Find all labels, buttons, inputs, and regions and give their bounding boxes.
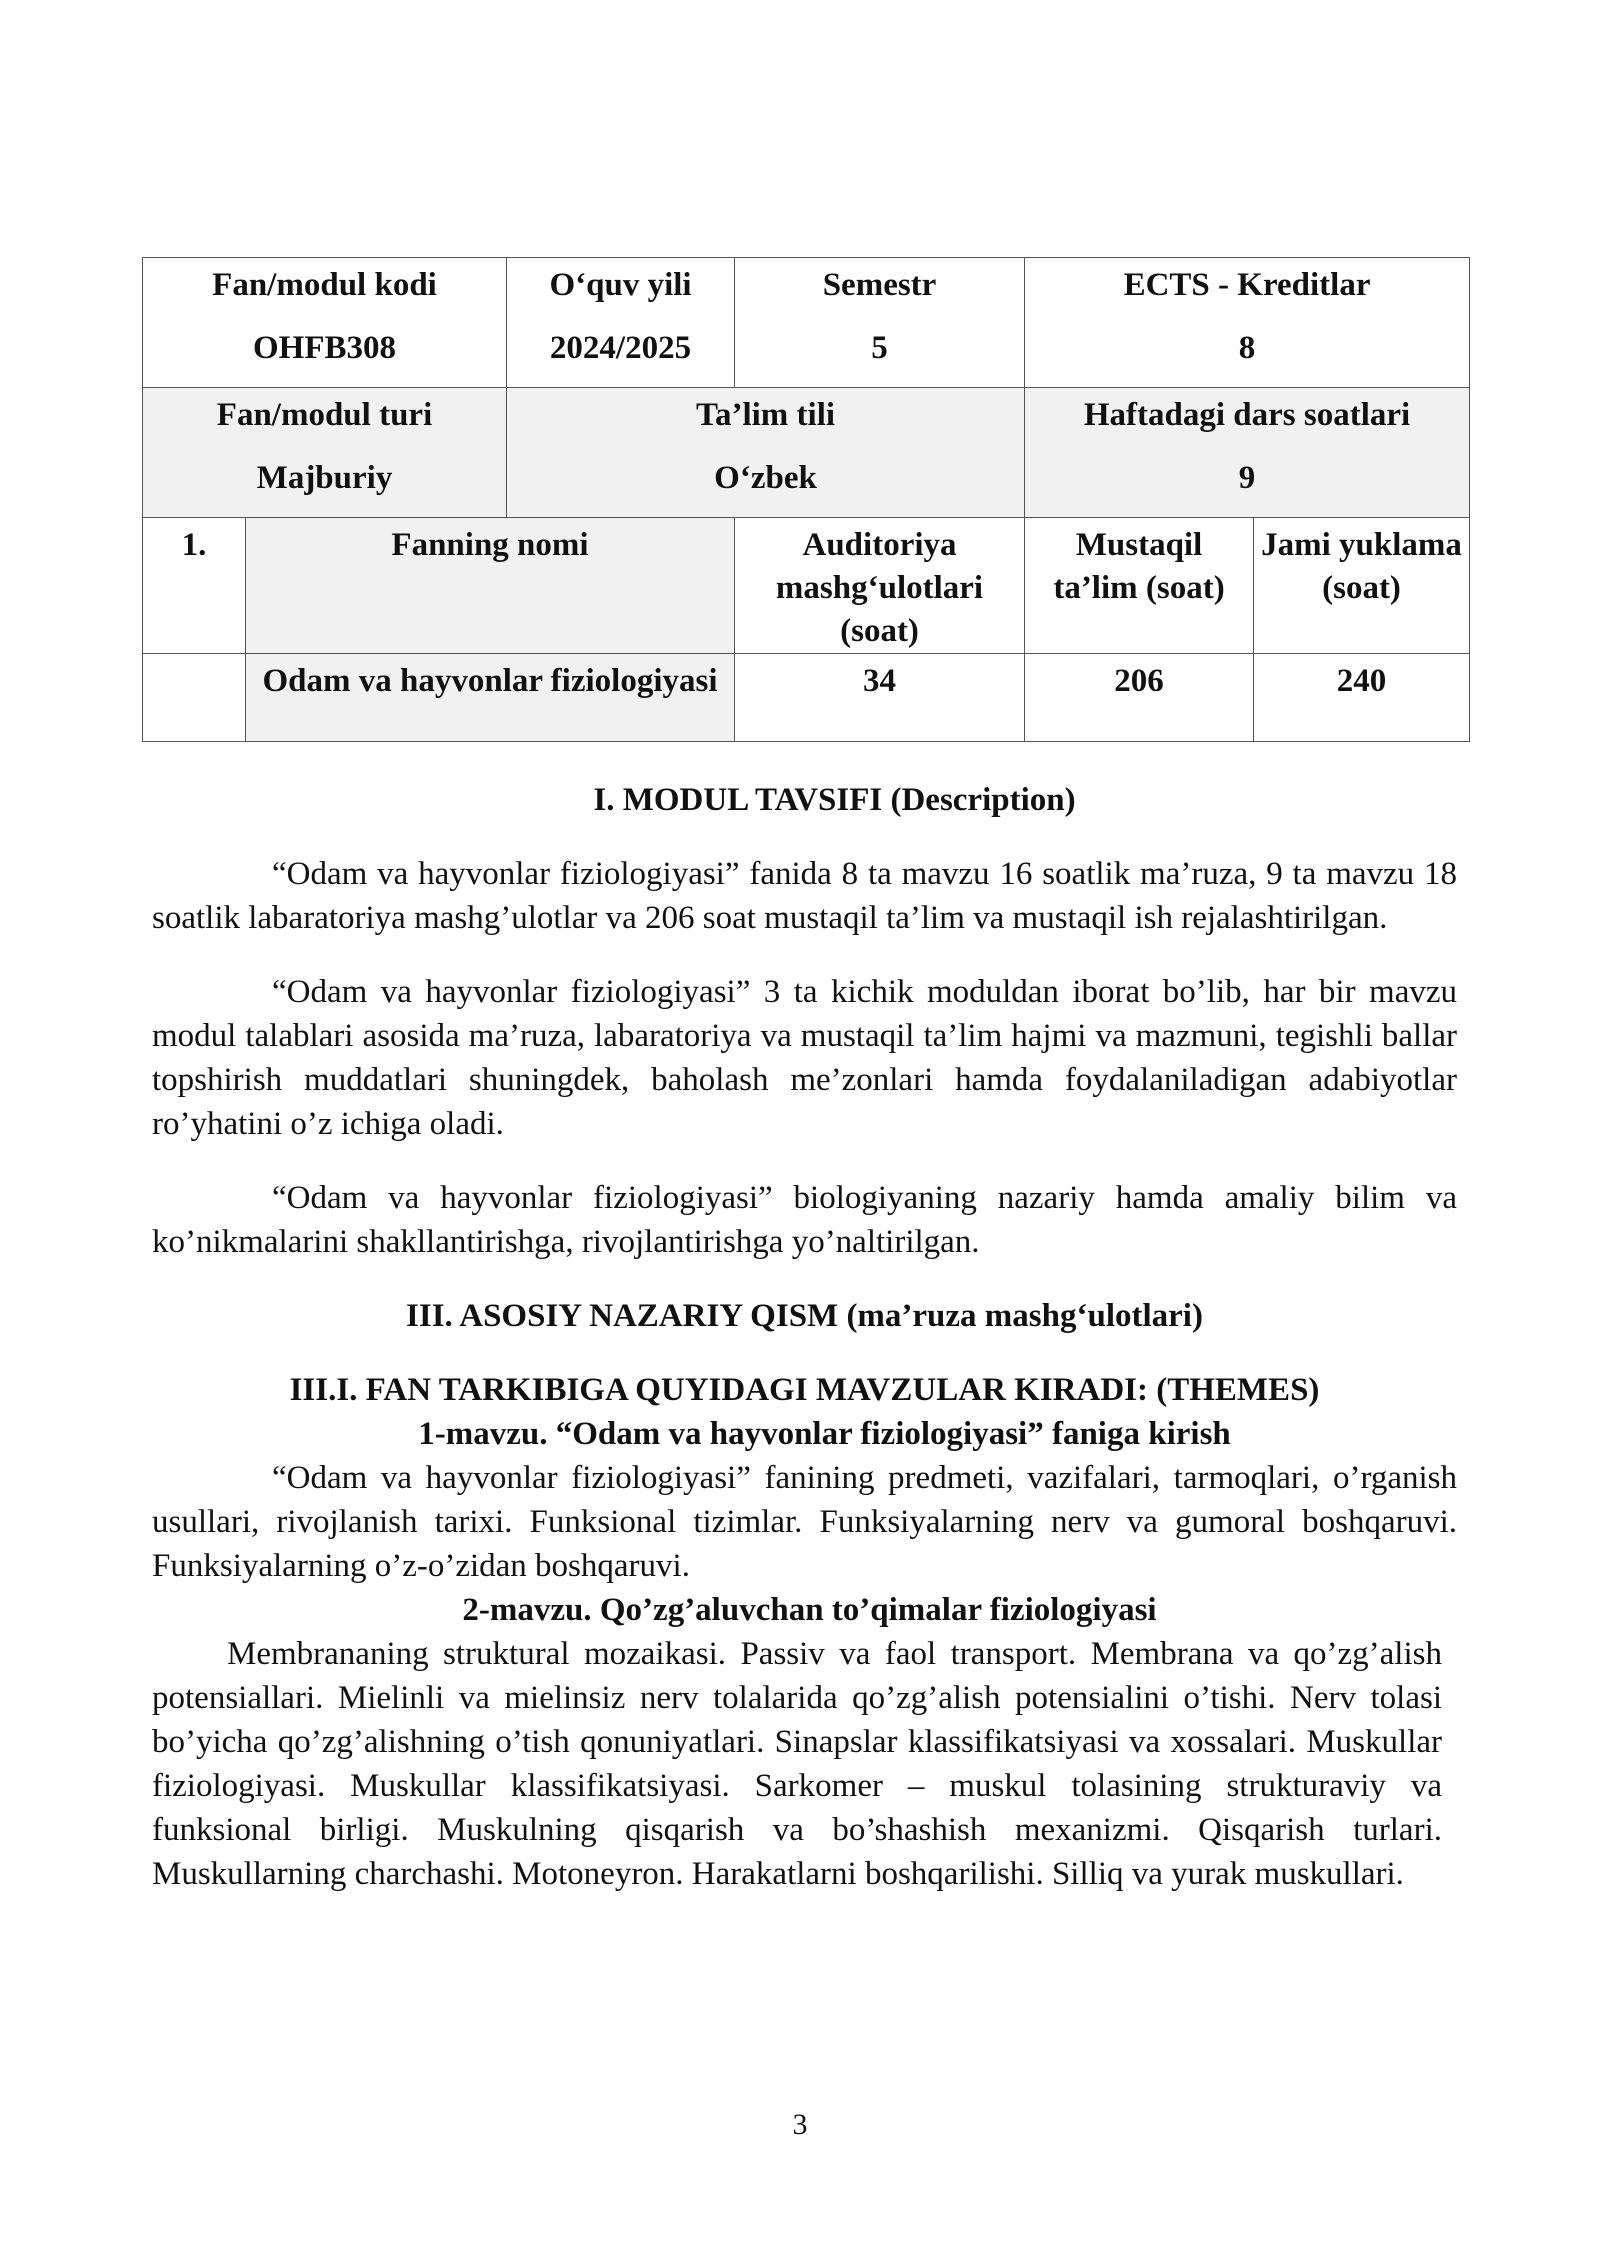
semester-value: 5 [871, 330, 888, 366]
year-value: 2024/2025 [549, 330, 692, 366]
type-value: Majburiy [256, 460, 393, 496]
row-number: 1. [143, 518, 246, 654]
weekly-hours-cell [1025, 388, 1470, 518]
semester-label: Semestr [822, 267, 937, 303]
code-cell [143, 258, 507, 388]
year-cell [507, 258, 735, 388]
year-label: O‘quv yili [549, 267, 692, 303]
ects-value: 8 [1238, 330, 1256, 366]
weekly-hours-value: 9 [1238, 460, 1256, 496]
description-section [152, 778, 1457, 1896]
topic-2-title: 2-mavzu. Qo’zg’aluvchan to’qimalar fiziologiyasi [462, 1592, 1157, 1628]
independent-study-value: 206 [1025, 654, 1254, 742]
auditorium-hours-label: Auditoriya mashg‘ulotlari (soat) [735, 518, 1025, 654]
type-label: Fan/modul turi [216, 397, 433, 433]
total-load-value: 240 [1254, 654, 1470, 742]
page-number: 3 [792, 2108, 808, 2141]
section-subtitle-themes: III.I. FAN TARKIBIGA QUYIDAGI MAVZULAR KIRADI: (THEMES) [289, 1372, 1320, 1408]
topic-1-title: 1-mavzu. “Odam va hayvonlar fiziologiyasi” faniga kirish [418, 1416, 1231, 1452]
ects-label: ECTS - Kreditlar [1123, 267, 1371, 303]
paragraph: “Odam va hayvonlar fiziologiyasi” fanida 8 ta mavzu 16 soatlik ma’ruza, 9 ta mavzu 18 soatlik labaratoriya mashg’ulotlar va 206 soat mustaqil ta’lim va mustaqil ish rejalashtirilgan. [152, 856, 1457, 936]
language-label: Ta’lim tili [695, 397, 836, 433]
code-value: OHFB308 [253, 330, 397, 366]
paragraph: “Odam va hayvonlar fiziologiyasi” biologiyaning nazariy hamda amaliy bilim va ko’nikmalarini shakllantirishga, rivojlantirishga yo’naltirilgan. [152, 1180, 1457, 1260]
section-title-description: I. MODUL TAVSIFI (Description) [593, 782, 1076, 818]
section-title-theory: III. ASOSIY NAZARIY QISM (ma’ruza mashg‘ulotlari) [406, 1298, 1203, 1334]
language-value: O‘zbek [714, 460, 817, 496]
table-row [143, 654, 1470, 742]
topic-2-text: Membrananing struktural mozaikasi. Passiv va faol transport. Membrana va qo’zg’alish potensiallari. Mielinli va mielinsiz nerv tolalarida qo’zg’alish potensialini o’tishi. Nerv tolasi bo’yicha qo’zg’alishning o’tish qonuniyatlari. Sinapslar klassifikatsiyasi va xossalari. Muskullar fiziologiyasi. Muskullar klassifikatsiyasi. Sarkomer – muskul tolasining strukturaviy va funksional birligi. Muskulning qisqarish va bo’shashish mexanizmi. Qisqarish turlari. Muskullarning charchashi. Motoneyron. Harakatlarni boshqarilishi. Silliq va yurak muskullari. [152, 1636, 1442, 1892]
table-row [143, 388, 1470, 518]
total-load-label: Jami yuklama (soat) [1254, 518, 1470, 654]
module-info-table [142, 257, 1470, 742]
empty-cell [143, 654, 246, 742]
table-row [143, 258, 1470, 388]
independent-study-label: Mustaqil ta’lim (soat) [1025, 518, 1254, 654]
subject-name-value: Odam va hayvonlar fiziologiyasi [246, 654, 735, 742]
code-label: Fan/modul kodi [212, 267, 437, 303]
semester-cell [735, 258, 1025, 388]
auditorium-hours-value: 34 [735, 654, 1025, 742]
table-row [143, 518, 1470, 654]
subject-name-label: Fanning nomi [246, 518, 735, 654]
paragraph: “Odam va hayvonlar fiziologiyasi” 3 ta kichik moduldan iborat bo’lib, har bir mavzu modul talablari asosida ma’ruza, labaratoriya va mustaqil ta’lim hajmi va mazmuni, tegishli ballar topshirish muddatlari shuningdek, baholash me’zonlari hamda foydalaniladigan adabiyotlar ro’yhatini o’z ichiga oladi. [152, 974, 1457, 1142]
weekly-hours-label: Haftadagi dars soatlari [1083, 397, 1411, 433]
type-cell [143, 388, 507, 518]
ects-cell [1025, 258, 1470, 388]
language-cell [507, 388, 1025, 518]
topic-1-text: “Odam va hayvonlar fiziologiyasi” fanining predmeti, vazifalari, tarmoqlari, o’rganish usullari, rivojlanish tarixi. Funksional tizimlar. Funksiyalarning nerv va gumoral boshqaruvi. Funksiyalarning o’z-o’zidan boshqaruvi. [152, 1460, 1457, 1584]
